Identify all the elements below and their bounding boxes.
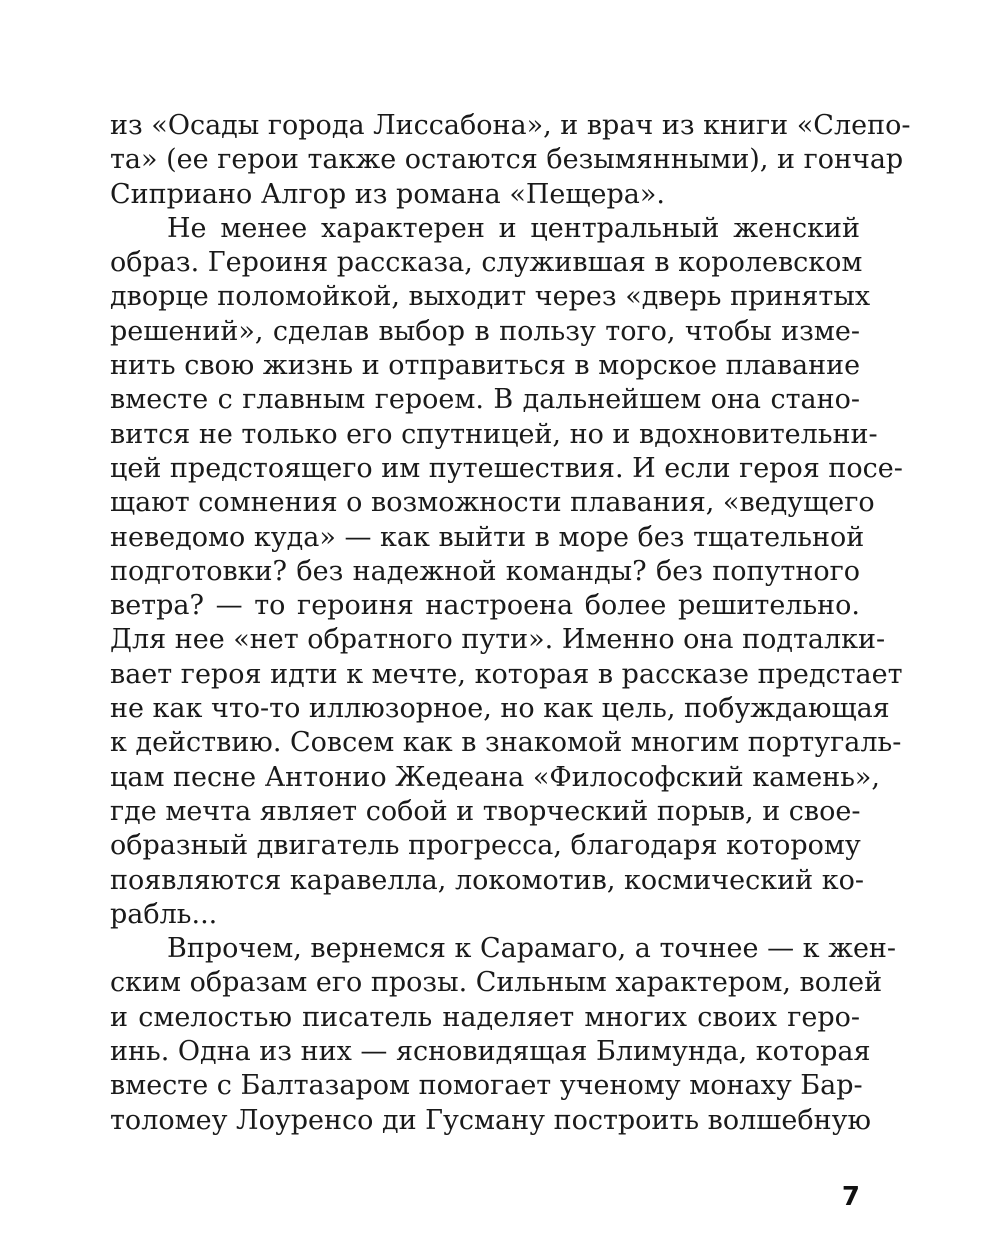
- text-line: решений», сделав выбор в пользу того, чтобы изме-: [110, 315, 860, 347]
- text-line: появляются каравелла, локомотив, космический ко-: [110, 864, 864, 896]
- text-line: цам песне Антонио Жедеана «Философский камень»,: [110, 761, 881, 793]
- text-line: инь. Одна из них — ясновидящая Блимунда, которая: [110, 1036, 871, 1068]
- text-line: где мечта являет собой и творческий порыв, и свое-: [110, 795, 861, 827]
- text-line: к действию. Совсем как в знакомой многим португаль-: [110, 727, 902, 759]
- paragraph-2: [110, 212, 903, 932]
- text-line: не как что-то иллюзорное, но как цель, побуждающая: [110, 693, 890, 725]
- paragraph-3: [110, 932, 897, 1138]
- text-line: неведомо куда» — как выйти в море без тщательной: [110, 521, 865, 553]
- body-text: [110, 109, 911, 1138]
- text-line: Сиприано Алгор из романа «Пещера».: [110, 178, 665, 210]
- text-line: нить свою жизнь и отправиться в морское плавание: [110, 350, 861, 382]
- text-line: толомеу Лоуренсо ди Гусману построить волшебную: [110, 1104, 871, 1136]
- text-line: щают сомнения о возможности плавания, «ведущего: [110, 487, 875, 519]
- text-line: Не менее характерен и центральный женский: [167, 212, 860, 244]
- text-line: рабль...: [110, 898, 218, 930]
- paragraph-1: [110, 109, 911, 212]
- text-line: образ. Героиня рассказа, служившая в королевском: [110, 247, 863, 279]
- text-line: вится не только его спутницей, но и вдохновительни-: [110, 418, 878, 450]
- text-line: образный двигатель прогресса, благодаря которому: [110, 830, 861, 862]
- text-line: вместе с Балтазаром помогает ученому монаху Бар-: [110, 1070, 863, 1102]
- page-number: 7: [841, 1182, 860, 1212]
- text-line: вместе с главным героем. В дальнейшем она стано-: [110, 384, 860, 416]
- text-line: Впрочем, вернемся к Сарамаго, а точнее — к жен-: [167, 933, 897, 965]
- text-line: ветра? — то героиня настроена более решительно.: [110, 590, 860, 622]
- text-line: подготовки? без надежной команды? без попутного: [110, 555, 860, 587]
- text-line: из «Осады города Лиссабона», и врач из книги «Слепо-: [110, 110, 911, 141]
- text-line: Для нее «нет обратного пути». Именно она подталки-: [110, 624, 886, 656]
- text-line: вает героя идти к мечте, которая в рассказе предстает: [110, 658, 903, 690]
- text-line: дворце поломойкой, выходит через «дверь принятых: [110, 281, 871, 313]
- text-line: цей предстоящего им путешествия. И если героя посе-: [110, 452, 903, 484]
- text-line: и смелостью писатель наделяет многих своих геро-: [110, 1001, 860, 1033]
- text-line: та» (ее герои также остаются безымянными), и гончар: [110, 144, 904, 176]
- text-line: ским образам его прозы. Сильным характером, волей: [110, 967, 883, 999]
